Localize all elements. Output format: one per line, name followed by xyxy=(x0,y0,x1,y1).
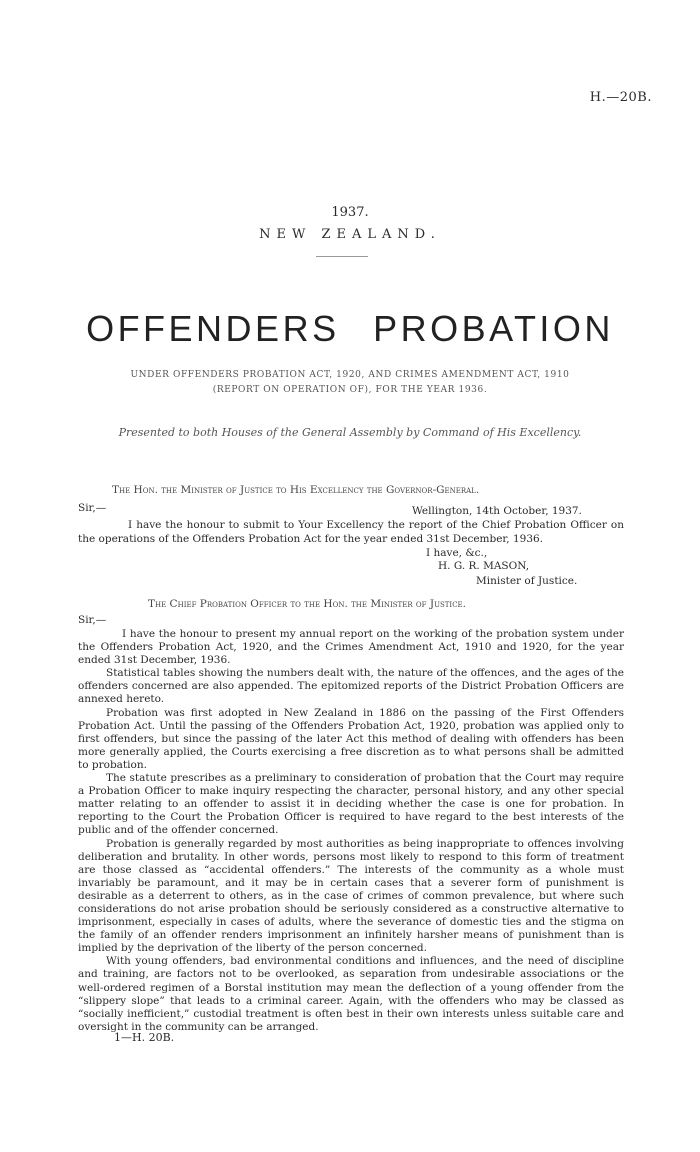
letter2-salutation: Sir,— xyxy=(78,614,107,626)
report-paragraph: I have the honour to present my annual report on the working of the probation system under the Offenders Probation Act, 1920, and the Crimes Amendment Act, 1910 and 1920, for the year ended 31st December, 1936. xyxy=(78,628,624,667)
report-paragraph: Probation was first adopted in New Zealand in 1886 on the passing of the First Offenders Probation Act. Until the passing of the Offenders Probation Act, 1920, probation was applied only to first offenders, but since the passing of the later Act this method of dealing with offenders has been more generally applied, the Courts exercising a free discretion as to what persons shall be admitted to probation. xyxy=(78,706,624,771)
letter2-address: The Chief Probation Officer to the Hon. the Minister of Justice. xyxy=(148,598,466,610)
letter1-signature-title: Minister of Justice. xyxy=(476,575,578,587)
document-year: 1937. xyxy=(331,205,369,220)
presentation-note: Presented to both Houses of the General Assembly by Command of His Excellency. xyxy=(118,426,582,439)
letter1-address: The Hon. the Minister of Justice to His Excellency the Governor-General. xyxy=(112,484,480,496)
letter1-salutation: Sir,— xyxy=(78,502,107,514)
report-paragraph: Probation is generally regarded by most authorities as being inappropriate to offences involving deliberation and brutality. In other words, persons most likely to respond to this form of treatment are those classed as “accidental offenders.” The interests of the community as a whole must invariably be paramount, and it may be in certain cases that a severer form of punishment is desirable as a deterrent to others, as in the case of crimes of common prevalence, but where such considerations do not arise probation should be seriously considered as a constructive alternative to imprisonment, especially in cases of adults, where the severance of domestic ties and the stigma on the family of an offender renders imprisonment an infinitely harsher means of punishment than is implied by the deprivation of the liberty of the person concerned. xyxy=(78,837,624,955)
letter2-body xyxy=(78,628,624,1034)
letter1-dateline: Wellington, 14th October, 1937. xyxy=(412,505,582,517)
page-signature-mark: 1—H. 20B. xyxy=(114,1031,175,1044)
letter1-body: I have the honour to submit to Your Excellency the report of the Chief Probation Officer on the operations of the Offenders Probation Act for the year ended 31st December, 1936. xyxy=(78,519,624,545)
page-subtitle: UNDER OFFENDERS PROBATION ACT, 1920, AND CRIMES AMENDMENT ACT, 1910 (REPORT ON OPERATION OF), FOR THE YEAR 1936. xyxy=(130,370,570,395)
report-paragraph: Statistical tables showing the numbers dealt with, the nature of the offences, and the ages of the offenders concerned are also appended. The epitomized reports of the District Probation Officers are annexed hereto. xyxy=(78,667,624,706)
letter1-closing: I have, &c., xyxy=(426,547,488,559)
header-divider xyxy=(316,256,368,257)
page-title: OFFENDERS PROBATION xyxy=(86,308,614,349)
report-paragraph: The statute prescribes as a preliminary to consideration of probation that the Court may require a Probation Officer to make inquiry respecting the character, personal history, and any other special matter relating to an offender to assist it in deciding whether the case is one for probation. In reporting to the Court the Probation Officer is required to have regard to the best interests of the public and of the offender concerned. xyxy=(78,772,624,837)
letter1-signature-name: H. G. R. MASON, xyxy=(438,560,530,572)
report-paragraph: With young offenders, bad environmental conditions and influences, and the need of discipline and training, are factors not to be overlooked, as separation from undesirable associations or the well-ordered regimen of a Borstal institution may mean the deflection of a young offender from the “slippery slope” that leads to a criminal career. Again, with the offenders who may be classed as “socially inefficient,” custodial treatment is often best in their own interests unless suitable care and oversight in the community can be arranged. xyxy=(78,955,624,1033)
document-reference: H.—20B. xyxy=(589,90,652,105)
country-heading: NEW ZEALAND. xyxy=(259,227,441,242)
